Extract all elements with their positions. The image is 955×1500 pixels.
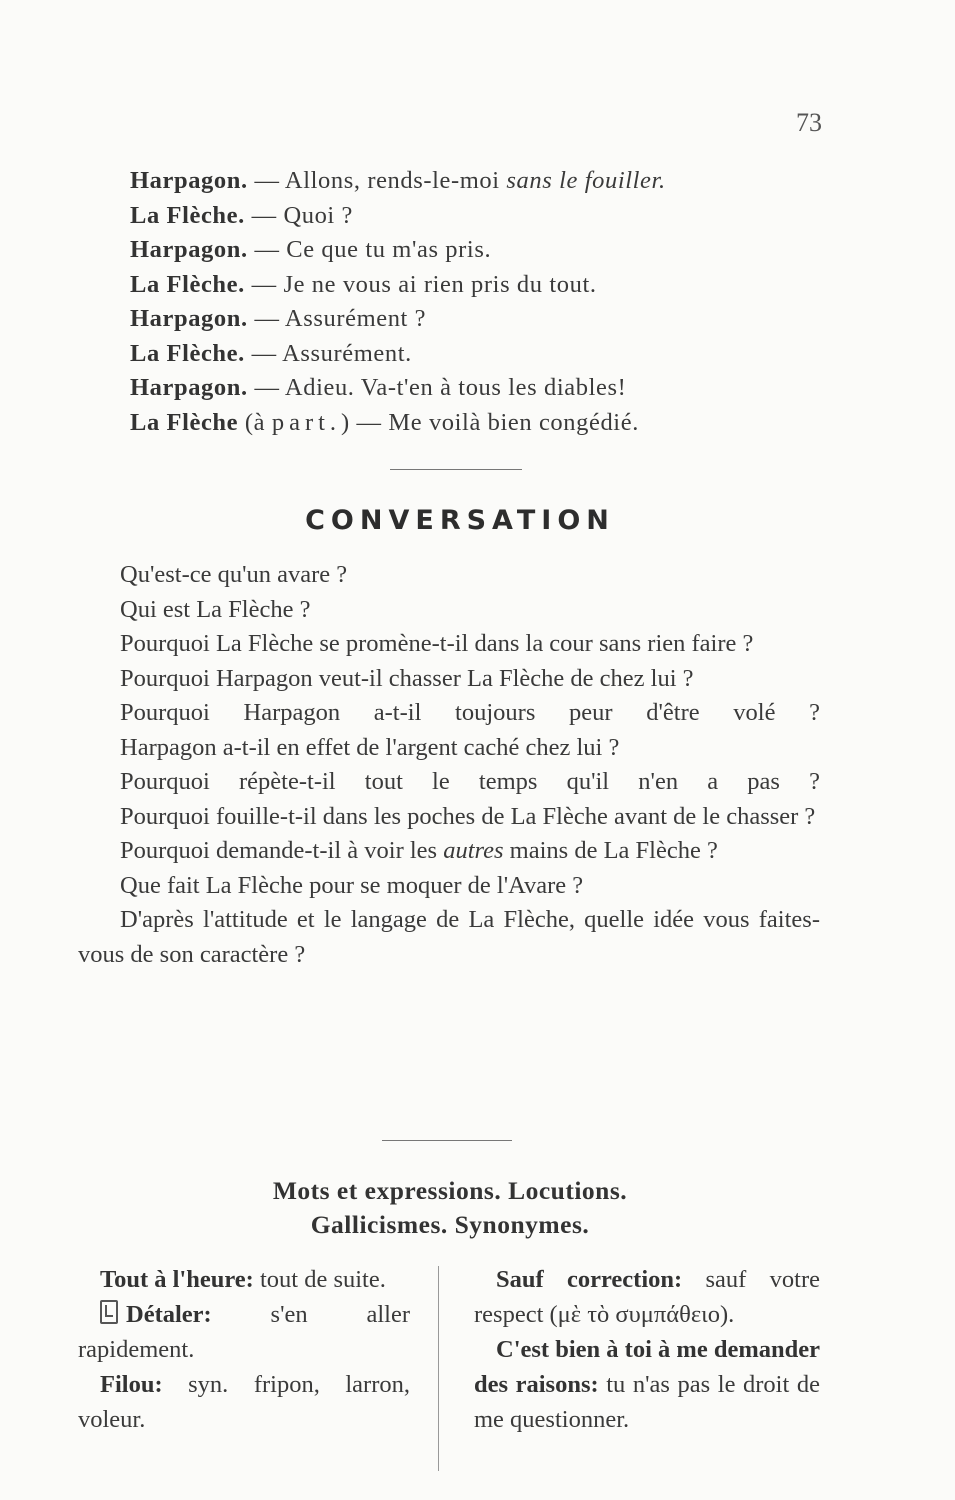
dialogue-line: La Flèche. — Quoi ? [130,201,354,229]
stage-direction: part. [271,408,342,436]
dialogue-line: Harpagon. — Assurément ? [130,305,427,332]
vocabulary-entry [78,1262,410,1297]
question: Pourquoi répète-t-il tout le temps qu'il n'en a pas ? [120,768,820,795]
question: Pourquoi demande-t-il à voir les autres mains de La Flèche ? [120,837,718,864]
vocabulary-title-line1: Mots et expressions. Locutions. [272,1176,628,1205]
question: Que fait La Flèche pour se moquer de l'Avare ? [120,871,584,899]
dialogue-line: Harpagon. — Allons, rends-le-moi sans le fouiller. [130,167,666,194]
line-text: Quoi ? [283,201,354,229]
entry-definition: tu n'as pas le droit de me questionner. [474,1371,820,1433]
speaker: Harpagon. [130,374,248,401]
vocabulary-columns [78,1262,820,1477]
line-text: Ce que tu m'as pris. [286,236,492,263]
speaker: La Flèche. [130,201,245,229]
dialogue-line: La Flèche. — Assurément. [130,339,412,367]
divider-rule [390,469,522,470]
speaker: La Flèche. [130,270,245,298]
question: Qui est La Flèche ? [120,595,311,623]
entry-term: Sauf correction: [496,1266,683,1293]
line-text: Adieu. Va-t'en à tous les diables! [284,374,627,401]
entry-term: Filou: [100,1371,163,1398]
question: Pourquoi Harpagon veut-il chasser La Flèche de chez lui ? [120,664,694,692]
question: Qu'est-ce qu'un avare ? [120,561,348,588]
entry-term: Détaler: [126,1301,212,1328]
vocabulary-entry [474,1332,820,1437]
conversation-questions [78,558,820,972]
question: Pourquoi La Flèche se promène-t-il dans la cour sans rien faire ? [120,630,754,657]
question: Pourquoi Harpagon a-t-il toujours peur d'être volé ? [120,699,820,726]
bookmark-icon [100,1300,118,1324]
line-text: Me voilà bien congédié. [388,408,639,436]
dialogue-line: La Flèche (à part.) — Me voilà bien congédié. [130,408,639,436]
speaker: Harpagon. [130,305,248,332]
entry-definition: s'en aller rapidement. [78,1301,410,1363]
speaker: Harpagon. [130,236,248,263]
vocabulary-title-line2: Gallicismes. Synonymes. [310,1210,590,1239]
italic-text: sans le fouiller. [506,167,666,194]
dialogue-block [130,164,850,440]
divider-rule [382,1140,512,1141]
question: Pourquoi fouille-t-il dans les poches de La Flèche avant de le chasser ? [120,802,816,830]
vocabulary-entry [78,1297,410,1367]
dialogue-line: Harpagon. — Ce que tu m'as pris. [130,236,492,263]
entry-term: Tout à l'heure: [100,1266,254,1293]
question: Harpagon a-t-il en effet de l'argent caché chez lui ? [120,733,620,761]
page-number: 73 [796,108,822,137]
entry-definition: syn. fripon, larron, voleur. [78,1371,410,1433]
speaker: La Flèche [130,408,239,436]
entry-definition: tout de suite. [253,1266,386,1293]
vocabulary-entry [474,1262,820,1332]
italic-text: autres [443,837,504,864]
conversation-title: CONVERSATION [305,505,615,536]
speaker: Harpagon. [130,167,248,194]
line-text: Assurément ? [284,305,427,332]
speaker: La Flèche. [130,339,245,367]
entry-definition: sauf votre respect [474,1266,820,1328]
line-text: Assurément. [282,339,412,367]
question: D'après l'attitude et le langage de La Flèche, quelle idée vous faites-vous de son caractère ? [78,906,820,968]
vocabulary-entry [78,1367,410,1437]
column-divider [438,1266,439,1471]
greek-text: (μὲ τὸ συμπάθειο). [549,1301,735,1328]
entry-term: C'est bien à toi à me demander des raisons: [474,1336,820,1398]
line-text: Je ne vous ai rien pris du tout. [283,270,597,298]
dialogue-line: Harpagon. — Adieu. Va-t'en à tous les diables! [130,374,627,401]
line-text: Allons, rends-le-moi [284,167,507,194]
dialogue-line: La Flèche. — Je ne vous ai rien pris du tout. [130,270,597,298]
vocabulary-right-column [474,1262,820,1437]
vocabulary-left-column [78,1262,410,1437]
